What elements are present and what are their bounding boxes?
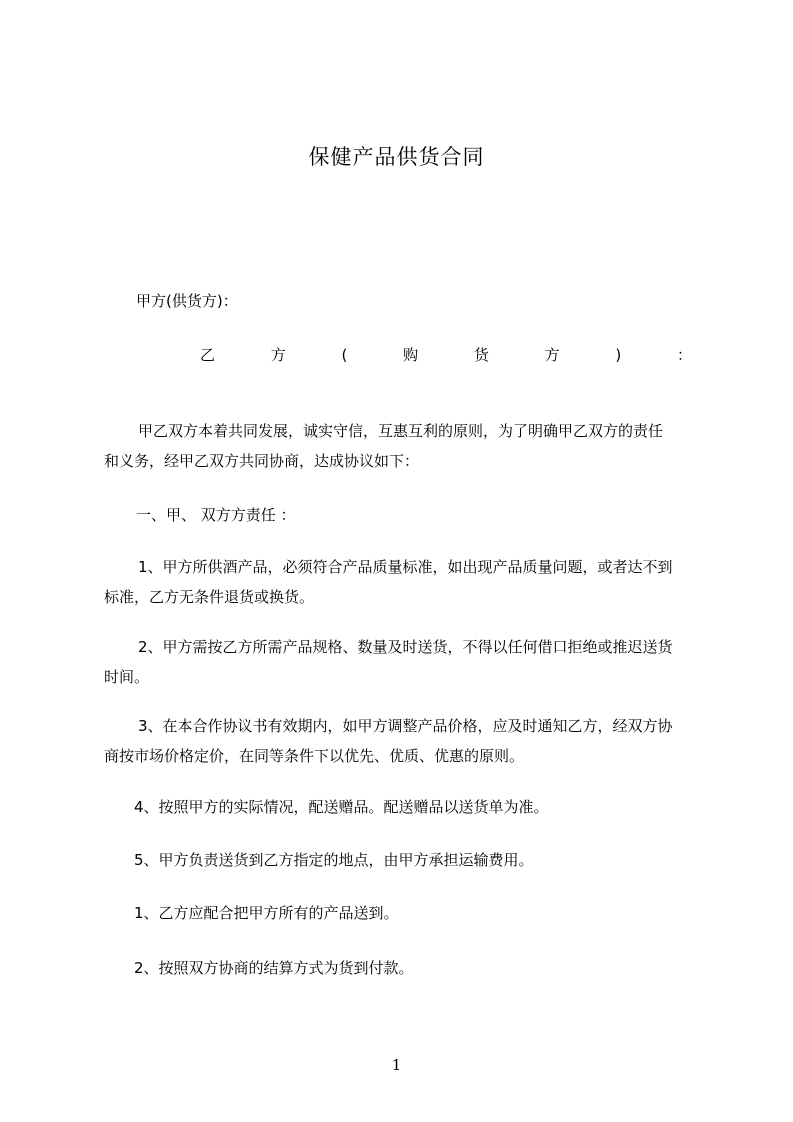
paragraph-line: 2、甲方需按乙方所需产品规格、数量及时送货，不得以任何借口拒绝或推迟送货: [138, 638, 673, 656]
party-b-char: 方: [544, 346, 560, 364]
paragraph-line: 和义务，经甲乙双方共同协商，达成协议如下：: [104, 452, 420, 470]
paragraph-line: 标准，乙方无条件退货或换货。: [104, 588, 315, 606]
intro-paragraph: [104, 416, 710, 476]
party-b-char: 方: [270, 346, 286, 364]
clause-3: [104, 711, 710, 771]
party-b-char: ：: [676, 346, 692, 364]
page-number: 1: [391, 1056, 402, 1074]
section-heading: 一、甲、 双方方责任 ：: [136, 506, 296, 524]
clause-2: [104, 632, 710, 692]
paragraph-line: 商按市场价格定价，在同等条件下以优先、优质、优惠的原则。: [104, 747, 525, 765]
clause-b-1: 1、乙方应配合把甲方所有的产品送到。: [134, 904, 399, 922]
party-b-char: 购: [403, 346, 419, 364]
clause-5: 5、甲方负责送货到乙方指定的地点，由甲方承担运输费用。: [134, 851, 534, 869]
party-a-label: 甲方(供货方)：: [136, 292, 238, 310]
paragraph-line: 3、在本合作协议书有效期内，如甲方调整产品价格，应及时通知乙方，经双方协: [138, 717, 673, 735]
paragraph-line: 1、甲方所供酒产品，必须符合产品质量标准，如出现产品质量问题，或者达不到: [138, 558, 673, 576]
party-b-char: ): [615, 346, 622, 364]
party-b-char: 货: [473, 346, 489, 364]
paragraph-line: 时间。: [104, 668, 150, 686]
clause-4: 4、按照甲方的实际情况，配送赠品。配送赠品以送货单为准。: [134, 798, 549, 816]
clause-b-2: 2、按照双方协商的结算方式为货到付款。: [134, 959, 414, 977]
party-b-char: 乙: [200, 346, 216, 364]
party-b-char: (: [341, 346, 348, 364]
paragraph-line: 甲乙双方本着共同发展，诚实守信，互惠互利的原则，为了明确甲乙双方的责任: [138, 422, 664, 440]
party-b-label: [200, 340, 692, 370]
document-title: 保健产品供货合同: [308, 145, 485, 169]
clause-1: [104, 552, 710, 612]
